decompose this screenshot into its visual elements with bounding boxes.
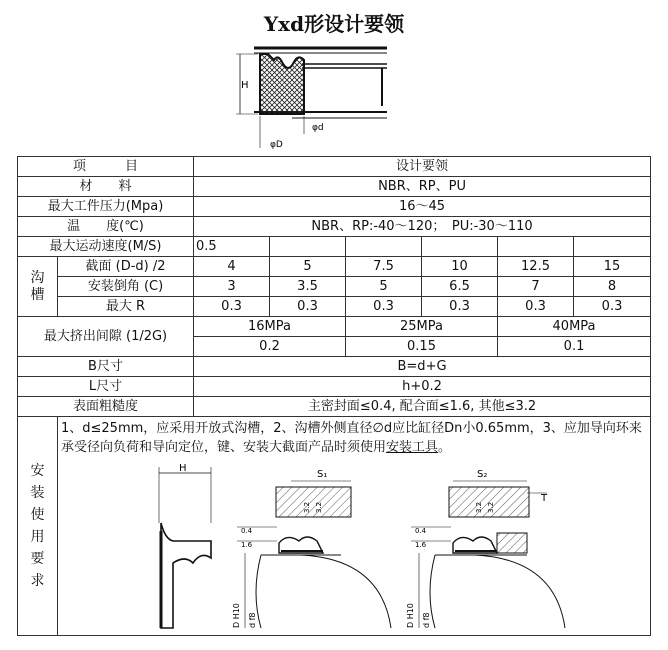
install-label-char: 安: [30, 463, 45, 479]
svg-text:3.2: 3.2: [487, 501, 495, 513]
install-label-text: [20, 460, 55, 592]
groove-cell: 12.5: [498, 257, 574, 277]
table-row-groove-section: [18, 257, 651, 277]
header-value: 设计要领: [194, 157, 651, 177]
groove-cell: 7: [498, 277, 574, 297]
temperature-value: NBR、RP:-40～120； PU:-30～110: [194, 217, 651, 237]
svg-text:D H10: D H10: [232, 603, 241, 628]
groove-cell: 0.3: [194, 297, 270, 317]
svg-text:0.4: 0.4: [415, 527, 427, 535]
table-row-groove-chamfer: [18, 277, 651, 297]
b-size-label: B尺寸: [18, 357, 194, 377]
svg-text:S₁: S₁: [317, 469, 328, 480]
dim-D-label: φD: [270, 140, 283, 150]
svg-text:d f8: d f8: [248, 612, 257, 628]
groove-row-label: 最大 R: [58, 297, 194, 317]
table-row-roughness: [18, 397, 651, 417]
groove-cell: 0.3: [574, 297, 651, 317]
install-requirements: [58, 417, 651, 636]
install-label: [18, 417, 58, 636]
install-label-char: 用: [30, 529, 45, 545]
speed-value: 0.5: [194, 237, 270, 257]
roughness-value: 主密封面≤0.4, 配合面≤1.6, 其他≤3.2: [194, 397, 651, 417]
header-item: 项 目: [18, 157, 194, 177]
l-size-value: h+0.2: [194, 377, 651, 397]
install-tool-text: 安装工具: [386, 440, 439, 455]
svg-text:1.6: 1.6: [415, 541, 427, 549]
left-groove-figure: [159, 463, 391, 628]
dim-h-label: H: [241, 80, 249, 91]
install-label-char: 装: [30, 485, 45, 501]
groove-row-label: 安装倒角 (C): [58, 277, 194, 297]
groove-cell: 5: [346, 277, 422, 297]
groove-cell: 15: [574, 257, 651, 277]
extrusion-value: 0.2: [194, 337, 346, 357]
groove-installation-figure: [61, 463, 646, 633]
svg-text:0.4: 0.4: [241, 527, 253, 535]
roughness-label: 表面粗糙度: [18, 397, 194, 417]
pressure-value: 16～45: [194, 197, 651, 217]
groove-cell: 0.3: [270, 297, 346, 317]
table-row-groove-radius: [18, 297, 651, 317]
table-row-extrusion-pressure: [18, 317, 651, 337]
groove-row-label: 截面 (D-d) /2: [58, 257, 194, 277]
svg-text:S₂: S₂: [477, 469, 488, 480]
table-row-temperature: [18, 217, 651, 237]
groove-cell: 6.5: [422, 277, 498, 297]
l-size-label: L尺寸: [18, 377, 194, 397]
table-row-material: [18, 177, 651, 197]
temperature-label: 温 度(℃): [18, 217, 194, 237]
install-label-char: 求: [30, 573, 45, 589]
table-row-header: [18, 157, 651, 177]
groove-cell: 0.3: [346, 297, 422, 317]
groove-cell: 3: [194, 277, 270, 297]
svg-text:T: T: [541, 493, 548, 504]
extrusion-pressure: 16MPa: [194, 317, 346, 337]
table-row-speed: [18, 237, 651, 257]
extrusion-pressure: 25MPa: [346, 317, 498, 337]
groove-cell: 0.3: [422, 297, 498, 317]
svg-text:d f8: d f8: [422, 612, 431, 628]
groove-cell: 10: [422, 257, 498, 277]
extrusion-value: 0.1: [498, 337, 651, 357]
svg-text:3.2: 3.2: [315, 501, 323, 513]
table-row-l-size: [18, 377, 651, 397]
groove-label: 沟 槽: [18, 257, 58, 317]
groove-cell: 3.5: [270, 277, 346, 297]
material-label: 材 料: [18, 177, 194, 197]
groove-cell: 8: [574, 277, 651, 297]
extrusion-pressure: 40MPa: [498, 317, 651, 337]
extrusion-label: 最大挤出间隙 (1/2G): [18, 317, 194, 357]
page-title: Yxd形设计要领: [263, 12, 405, 36]
dim-d-label: φd: [312, 123, 324, 133]
table-row-install: [18, 417, 651, 636]
seal-cross-section-figure: [232, 40, 402, 152]
pressure-label: 最大工件压力(Mpa): [18, 197, 194, 217]
groove-cell: 5: [270, 257, 346, 277]
install-text: 1、d≤25mm，应采用开放式沟槽，2、沟槽外侧直径∅d应比缸径Dn小0.65mm，3、应加导向环来承受径向负荷和导向定位，键、安装大截面产品时须使用安装工具。: [61, 421, 642, 455]
groove-cell: 4: [194, 257, 270, 277]
table-row-pressure: [18, 197, 651, 217]
svg-text:H: H: [179, 463, 187, 474]
install-label-char: 使: [30, 507, 45, 523]
table-row-b-size: [18, 357, 651, 377]
svg-text:3.2: 3.2: [475, 501, 483, 513]
speed-label: 最大运动速度(M/S): [18, 237, 194, 257]
b-size-value: B=d+G: [194, 357, 651, 377]
design-spec-table: [17, 156, 651, 636]
svg-text:D H10: D H10: [406, 603, 415, 628]
svg-text:1.6: 1.6: [241, 541, 253, 549]
groove-cell: 0.3: [498, 297, 574, 317]
install-label-char: 要: [30, 551, 45, 567]
right-groove-figure: [406, 469, 565, 628]
material-value: NBR、RP、PU: [194, 177, 651, 197]
groove-cell: 7.5: [346, 257, 422, 277]
svg-text:3.2: 3.2: [303, 501, 311, 513]
extrusion-value: 0.15: [346, 337, 498, 357]
